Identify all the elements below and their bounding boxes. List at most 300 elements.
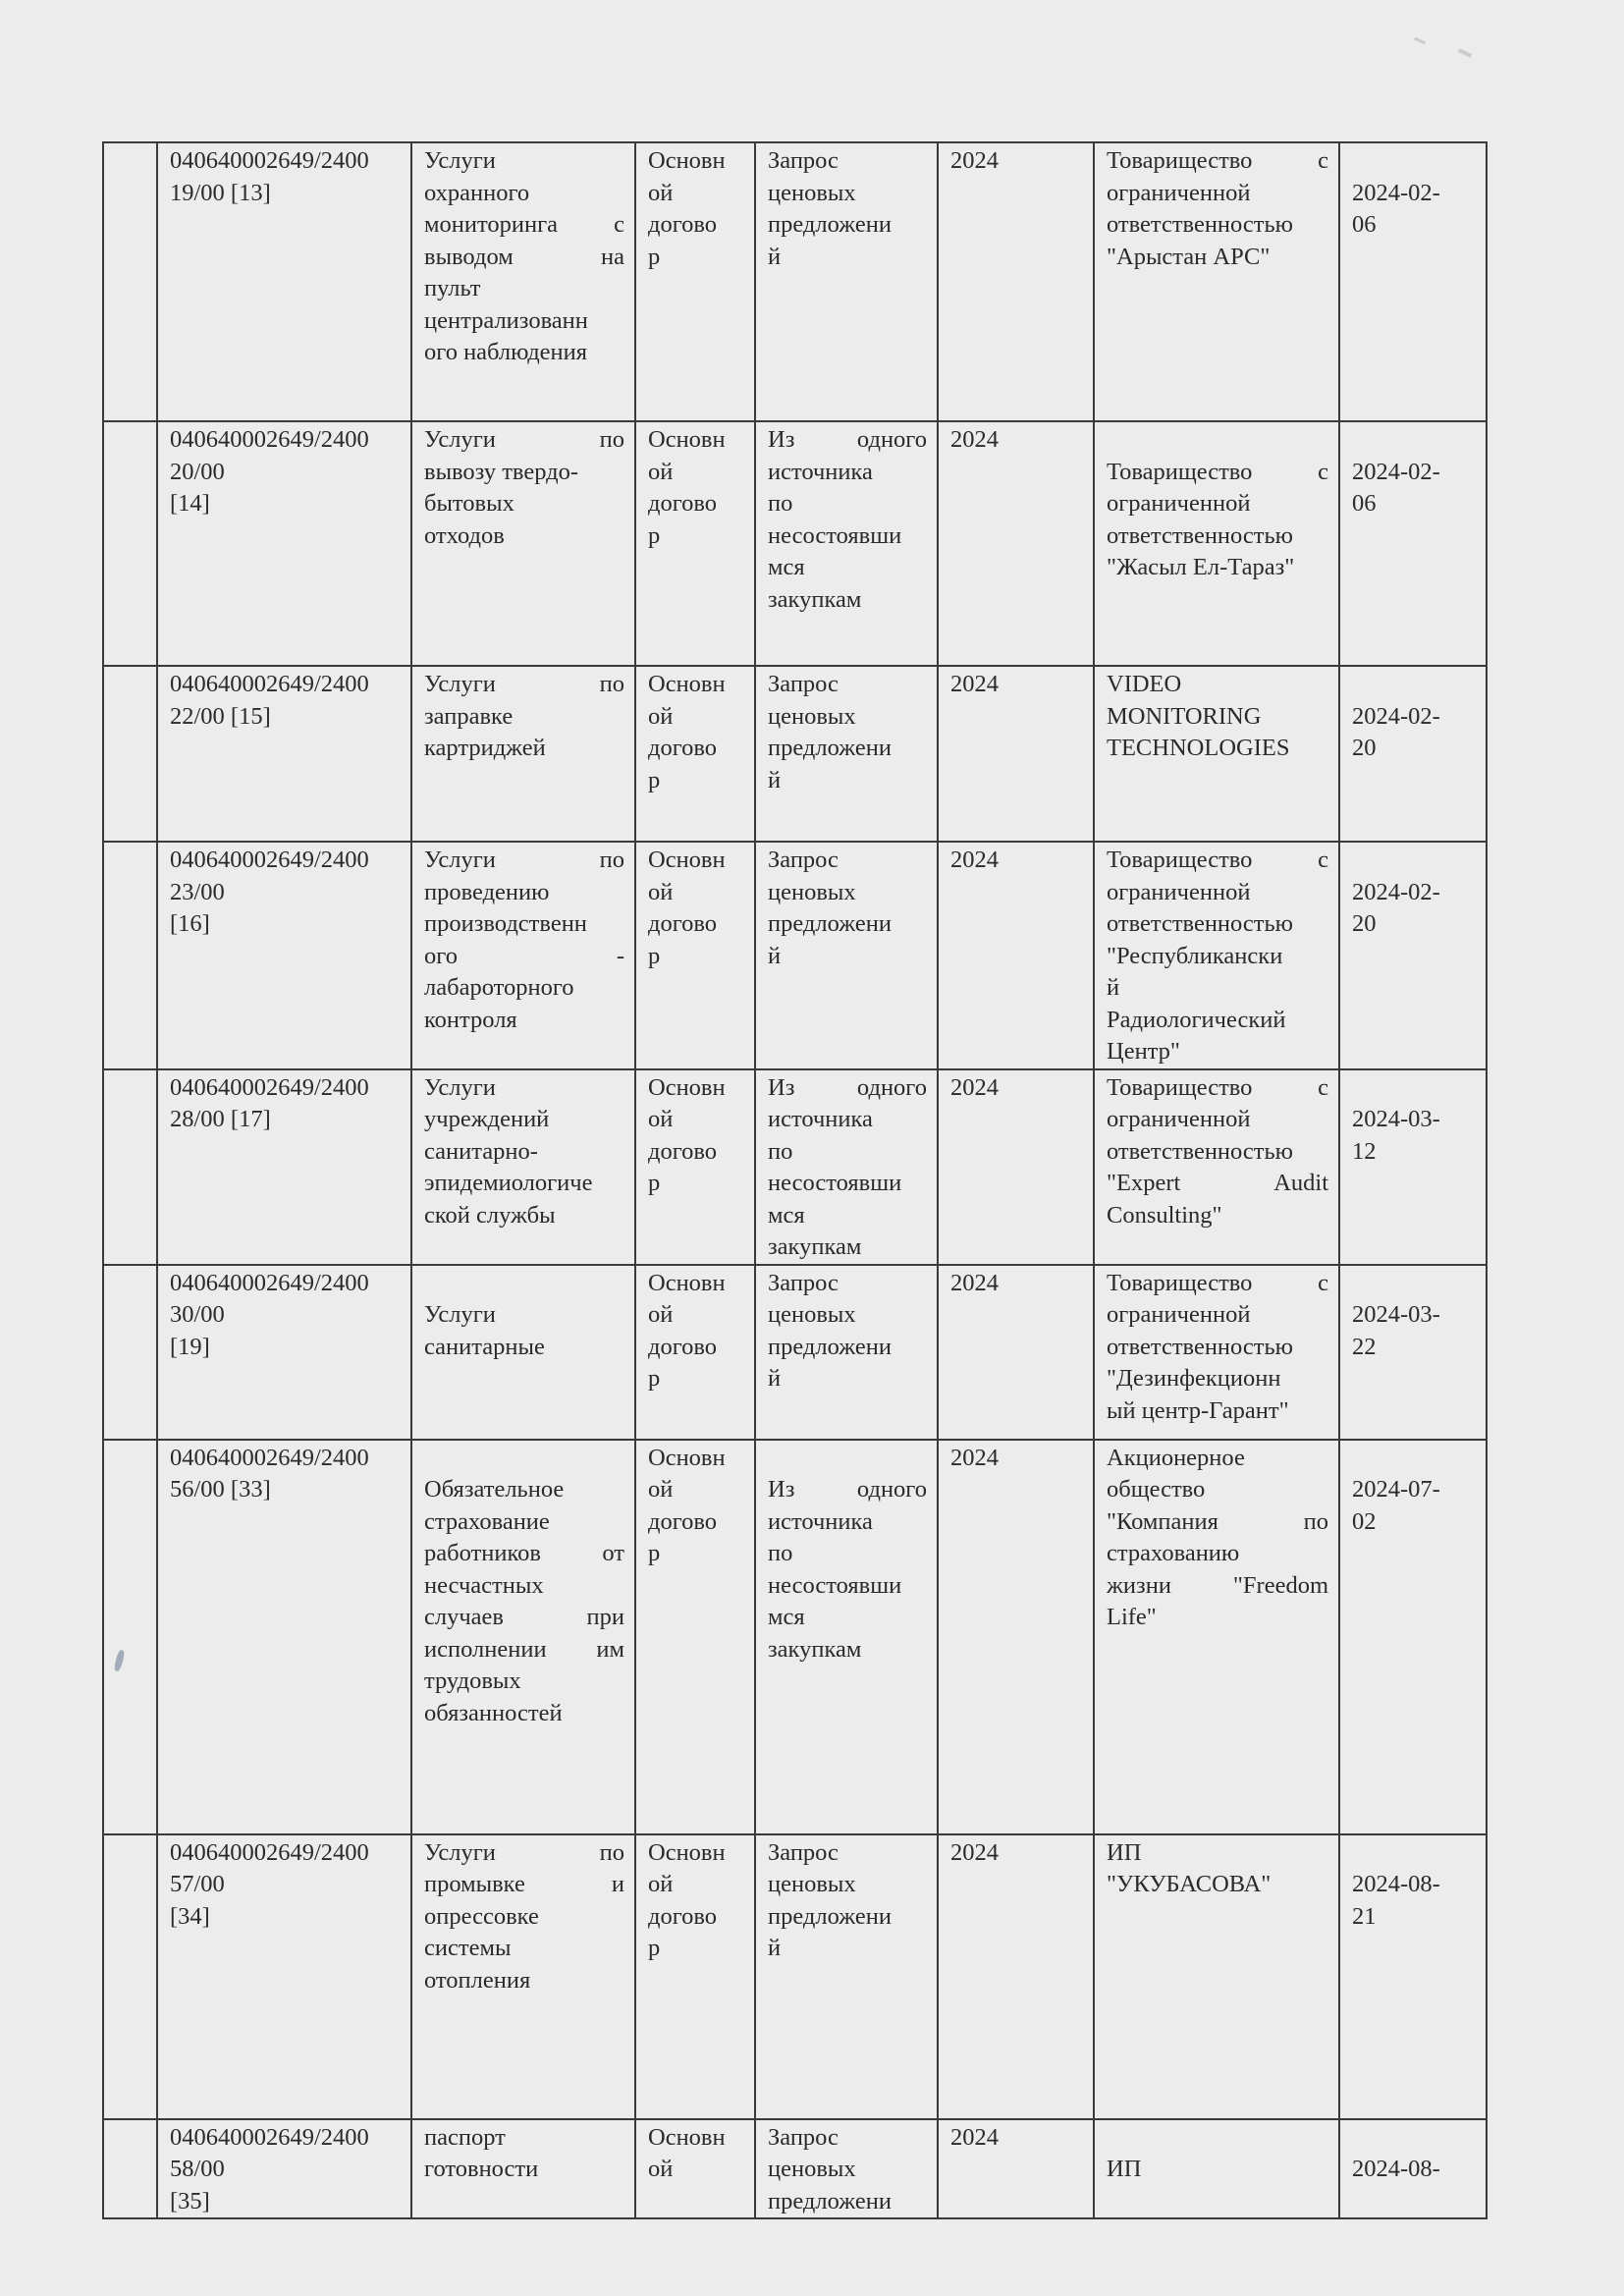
cell-text: 2024 xyxy=(950,1838,999,1866)
cell-text-line: Обязательное xyxy=(424,1476,565,1503)
cell-text-line: р xyxy=(648,1170,661,1196)
cell-text-line: мся xyxy=(768,1604,805,1630)
cell-text-line: жизни "Freedom xyxy=(1107,1571,1328,1599)
contract-date-cell xyxy=(1339,666,1487,842)
cell-text-line: р xyxy=(648,942,661,969)
cell-text-line: догово xyxy=(648,1507,718,1535)
supplier-cell xyxy=(1094,842,1339,1069)
contract-id-cell xyxy=(157,421,411,666)
contract-date-cell xyxy=(1339,1069,1487,1265)
cell-text-line: й xyxy=(768,942,782,969)
row-number-cell xyxy=(103,1440,157,1834)
cell-text-line: 20/00 xyxy=(170,458,225,485)
cell-text-line: 040640002649/2400 xyxy=(170,847,369,873)
cell-text-line: 58/00 xyxy=(170,2156,225,2182)
contract-type-cell xyxy=(635,842,755,1069)
cell-text-line: Товарищество с xyxy=(1107,1073,1328,1101)
cell-text-line: мся xyxy=(768,1201,805,1229)
cell-text-line: Из одного xyxy=(768,1073,927,1101)
cell-text-line: 22/00 [15] xyxy=(170,702,271,730)
cell-text-line: ограниченной xyxy=(1107,490,1251,517)
blank-line xyxy=(1352,2122,1476,2155)
cell-text-line: Life" xyxy=(1107,1604,1157,1630)
table-row xyxy=(103,842,1487,1069)
contract-date-cell xyxy=(1339,421,1487,666)
cell-text-line: ограниченной xyxy=(1107,878,1251,905)
cell-text-line: 2024-08- xyxy=(1352,1871,1440,1897)
contract-type-cell xyxy=(635,1834,755,2119)
cell-text-line: Запрос xyxy=(768,2123,839,2151)
cell-text-line: [35] xyxy=(170,2187,210,2214)
cell-text-line: 12 xyxy=(1352,1137,1377,1165)
table-row xyxy=(103,421,1487,666)
cell-text-line: "УКУБАСОВА" xyxy=(1107,1871,1272,1897)
blank-line xyxy=(1352,1443,1476,1475)
cell-text-line: Запрос xyxy=(768,1269,839,1296)
cell-text-line: Запрос xyxy=(768,847,839,873)
cell-text-line: предложени xyxy=(768,1902,892,1930)
contract-type-cell xyxy=(635,2119,755,2219)
contract-date-cell xyxy=(1339,842,1487,1069)
cell-text-line: "Республикански xyxy=(1107,942,1283,969)
cell-text-line: закупкам xyxy=(768,1233,862,1260)
cell-text-line: Consulting" xyxy=(1107,1201,1222,1229)
cell-text-line: 23/00 xyxy=(170,878,225,905)
cell-text-line: догово xyxy=(648,490,718,517)
cell-text-line: 040640002649/2400 xyxy=(170,671,369,697)
procurement-method-cell xyxy=(755,1265,938,1440)
blank-line xyxy=(768,1443,927,1475)
procurement-method-cell xyxy=(755,421,938,666)
cell-text: 2024 xyxy=(950,426,999,453)
cell-text-line: ой xyxy=(648,1301,674,1328)
cell-text-line: ого наблюдения xyxy=(424,339,588,365)
cell-text-line: Основн xyxy=(648,1838,726,1866)
blank-line xyxy=(1352,669,1476,701)
cell-text-line: эпидемиологиче xyxy=(424,1170,593,1196)
blank-line xyxy=(1107,424,1328,457)
cell-text-line: 19/00 [13] xyxy=(170,179,271,206)
cell-text-line: й xyxy=(768,243,782,270)
subject-cell xyxy=(411,1265,635,1440)
contract-date-cell xyxy=(1339,1440,1487,1834)
cell-text-line: по xyxy=(768,490,793,517)
cell-text-line: Из одного xyxy=(768,426,927,453)
scan-speck xyxy=(1458,48,1472,58)
procurement-method-cell xyxy=(755,1440,938,1834)
table-row xyxy=(103,1265,1487,1440)
contract-id-cell xyxy=(157,1265,411,1440)
scan-speck xyxy=(1414,37,1426,45)
table-row xyxy=(103,1440,1487,1834)
subject-cell xyxy=(411,142,635,421)
table-row xyxy=(103,142,1487,421)
cell-text-line: предложени xyxy=(768,1333,892,1360)
cell-text-line: промывке и xyxy=(424,1871,624,1897)
cell-text: 2024 xyxy=(950,847,999,873)
procurement-method-cell xyxy=(755,666,938,842)
cell-text-line: ого - xyxy=(424,942,624,969)
cell-text-line: 040640002649/2400 xyxy=(170,1838,369,1866)
row-number-cell xyxy=(103,2119,157,2219)
cell-text-line: ценовых xyxy=(768,179,856,206)
supplier-cell xyxy=(1094,666,1339,842)
contract-type-cell xyxy=(635,142,755,421)
cell-text-line: р xyxy=(648,521,661,549)
cell-text-line: по xyxy=(768,1137,793,1165)
cell-text-line: вывозу твердо- xyxy=(424,458,579,485)
cell-text-line: 28/00 [17] xyxy=(170,1106,271,1132)
procurement-method-cell xyxy=(755,1069,938,1265)
cell-text-line: ценовых xyxy=(768,878,856,905)
year-cell xyxy=(938,1834,1094,2119)
year-cell xyxy=(938,666,1094,842)
cell-text-line: 040640002649/2400 xyxy=(170,147,369,174)
subject-cell xyxy=(411,1834,635,2119)
procurement-method-cell xyxy=(755,142,938,421)
cell-text-line: "Expert Audit xyxy=(1107,1170,1328,1196)
cell-text-line: р xyxy=(648,1365,661,1392)
cell-text-line: ой xyxy=(648,702,674,730)
year-cell xyxy=(938,142,1094,421)
cell-text-line: догово xyxy=(648,1137,718,1165)
supplier-cell xyxy=(1094,1265,1339,1440)
cell-text-line: общество xyxy=(1107,1476,1206,1503)
cell-text-line: [16] xyxy=(170,910,210,937)
year-cell xyxy=(938,421,1094,666)
supplier-cell xyxy=(1094,421,1339,666)
cell-text-line: догово xyxy=(648,735,718,761)
cell-text-line: обязанностей xyxy=(424,1699,563,1726)
cell-text-line: ой xyxy=(648,1476,674,1503)
cell-text-line: пульт xyxy=(424,275,481,301)
cell-text: 2024 xyxy=(950,1269,999,1296)
cell-text-line: 2024-02- xyxy=(1352,179,1440,206)
cell-text-line: опрессовке xyxy=(424,1902,539,1930)
cell-text-line: Из одного xyxy=(768,1476,927,1503)
subject-cell xyxy=(411,1440,635,1834)
cell-text: 2024 xyxy=(950,1444,999,1471)
cell-text-line: 2024-02- xyxy=(1352,458,1440,485)
cell-text-line: й xyxy=(1107,974,1120,1001)
subject-cell xyxy=(411,1069,635,1265)
cell-text-line: исполнении им xyxy=(424,1635,624,1663)
cell-text-line: ый центр-Гарант" xyxy=(1107,1396,1289,1424)
cell-text-line: й xyxy=(768,1365,782,1392)
cell-text-line: Запрос xyxy=(768,147,839,174)
cell-text-line: несчастных xyxy=(424,1571,544,1599)
contract-id-cell xyxy=(157,1440,411,1834)
cell-text-line: ответственностью xyxy=(1107,211,1293,238)
cell-text-line: Запрос xyxy=(768,671,839,697)
procurement-method-cell xyxy=(755,1834,938,2119)
cell-text-line: ограниченной xyxy=(1107,179,1251,206)
cell-text-line: 2024-02- xyxy=(1352,702,1440,730)
contract-type-cell xyxy=(635,421,755,666)
cell-text-line: паспорт xyxy=(424,2123,506,2151)
contract-type-cell xyxy=(635,1069,755,1265)
cell-text-line: Услуги xyxy=(424,147,496,174)
cell-text-line: выводом на xyxy=(424,243,624,270)
cell-text-line: Услуги по xyxy=(424,1838,624,1866)
cell-text-line: Услуги xyxy=(424,1301,496,1328)
cell-text-line: догово xyxy=(648,211,718,238)
cell-text-line: Основн xyxy=(648,1073,726,1101)
cell-text-line: догово xyxy=(648,1902,718,1930)
blank-line xyxy=(1352,1837,1476,1870)
cell-text: 2024 xyxy=(950,147,999,174)
cell-text-line: готовности xyxy=(424,2156,539,2182)
procurement-method-cell xyxy=(755,2119,938,2219)
cell-text-line: догово xyxy=(648,1333,718,1360)
cell-text-line: Радиологический xyxy=(1107,1006,1286,1033)
cell-text-line: "Арыстан АРС" xyxy=(1107,243,1271,270)
cell-text-line: Акционерное xyxy=(1107,1444,1245,1471)
cell-text-line: страхованию xyxy=(1107,1540,1240,1566)
contract-type-cell xyxy=(635,1265,755,1440)
row-number-cell xyxy=(103,842,157,1069)
cell-text-line: ценовых xyxy=(768,2156,856,2182)
cell-text-line: 06 xyxy=(1352,211,1377,238)
cell-text-line: Услуги xyxy=(424,1073,496,1101)
cell-text-line: 040640002649/2400 xyxy=(170,1269,369,1296)
cell-text-line: предложени xyxy=(768,910,892,937)
row-number-cell xyxy=(103,1834,157,2119)
cell-text-line: р xyxy=(648,243,661,270)
cell-text-line: [14] xyxy=(170,490,210,517)
subject-cell xyxy=(411,666,635,842)
cell-text-line: ой xyxy=(648,458,674,485)
cell-text-line: источника xyxy=(768,1106,873,1132)
cell-text-line: 2024-03- xyxy=(1352,1106,1440,1132)
cell-text-line: предложени xyxy=(768,735,892,761)
subject-cell xyxy=(411,421,635,666)
cell-text-line: Услуги по xyxy=(424,426,624,453)
cell-text-line: источника xyxy=(768,458,873,485)
cell-text-line: несостоявши xyxy=(768,521,902,549)
cell-text-line: проведению xyxy=(424,878,550,905)
cell-text-line: VIDEO xyxy=(1107,671,1182,697)
cell-text-line: 22 xyxy=(1352,1333,1377,1360)
blank-line xyxy=(1352,145,1476,178)
cell-text-line: несостоявши xyxy=(768,1170,902,1196)
cell-text-line: Услуги по xyxy=(424,847,624,873)
supplier-cell xyxy=(1094,142,1339,421)
cell-text-line: санитарно- xyxy=(424,1137,538,1165)
cell-text-line: мониторинга с xyxy=(424,211,624,238)
cell-text: 2024 xyxy=(950,2123,999,2151)
cell-text-line: охранного xyxy=(424,179,530,206)
cell-text-line: Товарищество с xyxy=(1107,1269,1328,1296)
cell-text-line: 2024-02- xyxy=(1352,878,1440,905)
contract-id-cell xyxy=(157,842,411,1069)
blank-line xyxy=(1352,1072,1476,1105)
cell-text-line: ИП xyxy=(1107,1838,1142,1866)
cell-text-line: Основн xyxy=(648,2123,726,2151)
blank-line xyxy=(424,1443,624,1475)
cell-text-line: Основн xyxy=(648,1444,726,1471)
cell-text-line: "Компания по xyxy=(1107,1507,1328,1535)
cell-text-line: предложени xyxy=(768,2187,892,2214)
blank-line xyxy=(1352,424,1476,457)
cell-text-line: 2024-08- xyxy=(1352,2156,1440,2182)
cell-text-line: учреждений xyxy=(424,1106,550,1132)
cell-text-line: 21 xyxy=(1352,1902,1377,1930)
contract-type-cell xyxy=(635,1440,755,1834)
cell-text-line: ской службы xyxy=(424,1201,556,1229)
cell-text-line: 06 xyxy=(1352,490,1377,517)
cell-text-line: 56/00 [33] xyxy=(170,1476,271,1503)
supplier-cell xyxy=(1094,1069,1339,1265)
cell-text-line: "Жасыл Ел-Тараз" xyxy=(1107,554,1295,580)
supplier-cell xyxy=(1094,2119,1339,2219)
cell-text-line: по xyxy=(768,1540,793,1566)
year-cell xyxy=(938,1440,1094,1834)
cell-text-line: Основн xyxy=(648,426,726,453)
supplier-cell xyxy=(1094,1834,1339,2119)
cell-text-line: Запрос xyxy=(768,1838,839,1866)
cell-text-line: [19] xyxy=(170,1333,210,1360)
contract-id-cell xyxy=(157,1834,411,2119)
contracts-table xyxy=(102,141,1488,2219)
cell-text-line: ой xyxy=(648,179,674,206)
cell-text-line: 30/00 xyxy=(170,1301,225,1328)
cell-text-line: 040640002649/2400 xyxy=(170,2123,369,2151)
cell-text: 2024 xyxy=(950,1073,999,1101)
blank-line xyxy=(1352,1268,1476,1300)
row-number-cell xyxy=(103,421,157,666)
cell-text-line: ценовых xyxy=(768,1301,856,1328)
cell-text-line: 20 xyxy=(1352,910,1377,937)
row-number-cell xyxy=(103,666,157,842)
contract-date-cell xyxy=(1339,1834,1487,2119)
cell-text-line: заправке xyxy=(424,702,514,730)
cell-text-line: ценовых xyxy=(768,702,856,730)
cell-text-line: Основн xyxy=(648,147,726,174)
cell-text-line: системы xyxy=(424,1935,512,1961)
blank-line xyxy=(1107,2122,1328,2155)
cell-text-line: ответственностью xyxy=(1107,1137,1293,1165)
cell-text-line: работников от xyxy=(424,1540,624,1566)
cell-text-line: ой xyxy=(648,1871,674,1897)
cell-text-line: 040640002649/2400 xyxy=(170,1444,369,1471)
cell-text-line: TECHNOLOGIES xyxy=(1107,735,1290,761)
cell-text-line: й xyxy=(768,1935,782,1961)
cell-text-line: ценовых xyxy=(768,1871,856,1897)
contract-type-cell xyxy=(635,666,755,842)
cell-text-line: Услуги по xyxy=(424,671,624,697)
contract-id-cell xyxy=(157,1069,411,1265)
cell-text-line: Основн xyxy=(648,671,726,697)
row-number-cell xyxy=(103,1069,157,1265)
contract-date-cell xyxy=(1339,1265,1487,1440)
cell-text-line: "Дезинфекционн xyxy=(1107,1365,1281,1392)
cell-text-line: 2024-07- xyxy=(1352,1476,1440,1503)
cell-text-line: Основн xyxy=(648,1269,726,1296)
contract-date-cell xyxy=(1339,142,1487,421)
cell-text-line: отходов xyxy=(424,521,505,549)
cell-text-line: Товарищество с xyxy=(1107,147,1328,174)
cell-text-line: лабароторного xyxy=(424,974,574,1001)
year-cell xyxy=(938,1069,1094,1265)
cell-text-line: ограниченной xyxy=(1107,1301,1251,1328)
cell-text-line: р xyxy=(648,1935,661,1961)
cell-text-line: централизованн xyxy=(424,306,588,334)
cell-text-line: санитарные xyxy=(424,1333,545,1360)
cell-text-line: 57/00 xyxy=(170,1871,225,1897)
year-cell xyxy=(938,2119,1094,2219)
blank-line xyxy=(424,1268,624,1300)
cell-text-line: производственн xyxy=(424,910,587,937)
cell-text-line: случаев при xyxy=(424,1604,624,1630)
cell-text-line: закупкам xyxy=(768,585,862,613)
cell-text-line: закупкам xyxy=(768,1635,862,1663)
cell-text-line: бытовых xyxy=(424,490,514,517)
cell-text-line: ой xyxy=(648,1106,674,1132)
subject-cell xyxy=(411,2119,635,2219)
table-body xyxy=(103,142,1487,2218)
cell-text-line: р xyxy=(648,766,661,793)
table-row xyxy=(103,1834,1487,2119)
cell-text-line: ответственностью xyxy=(1107,910,1293,937)
cell-text-line: ИП xyxy=(1107,2156,1142,2182)
cell-text-line: источника xyxy=(768,1507,873,1535)
procurement-method-cell xyxy=(755,842,938,1069)
cell-text-line: отопления xyxy=(424,1966,531,1994)
cell-text-line: 040640002649/2400 xyxy=(170,426,369,453)
cell-text-line: контроля xyxy=(424,1006,517,1033)
cell-text-line: ответственностью xyxy=(1107,1333,1293,1360)
row-number-cell xyxy=(103,1265,157,1440)
table-row xyxy=(103,2119,1487,2219)
table-row xyxy=(103,666,1487,842)
supplier-cell xyxy=(1094,1440,1339,1834)
cell-text-line: страхование xyxy=(424,1507,550,1535)
contract-id-cell xyxy=(157,2119,411,2219)
cell-text-line: 040640002649/2400 xyxy=(170,1073,369,1101)
cell-text-line: предложени xyxy=(768,211,892,238)
cell-text-line: несостоявши xyxy=(768,1571,902,1599)
cell-text-line: 02 xyxy=(1352,1507,1377,1535)
year-cell xyxy=(938,1265,1094,1440)
contract-id-cell xyxy=(157,142,411,421)
cell-text: 2024 xyxy=(950,671,999,697)
cell-text-line: Товарищество с xyxy=(1107,458,1328,485)
year-cell xyxy=(938,842,1094,1069)
cell-text-line: трудовых xyxy=(424,1667,521,1694)
contract-id-cell xyxy=(157,666,411,842)
contract-date-cell xyxy=(1339,2119,1487,2219)
cell-text-line: ой xyxy=(648,878,674,905)
cell-text-line: Товарищество с xyxy=(1107,847,1328,873)
table-row xyxy=(103,1069,1487,1265)
cell-text-line: догово xyxy=(648,910,718,937)
cell-text-line: ой xyxy=(648,2156,674,2182)
cell-text-line: й xyxy=(768,766,782,793)
cell-text-line: 20 xyxy=(1352,735,1377,761)
row-number-cell xyxy=(103,142,157,421)
cell-text-line: картриджей xyxy=(424,735,546,761)
cell-text-line: мся xyxy=(768,554,805,580)
cell-text-line: 2024-03- xyxy=(1352,1301,1440,1328)
blank-line xyxy=(1352,845,1476,877)
cell-text-line: ответственностью xyxy=(1107,521,1293,549)
cell-text-line: Основн xyxy=(648,847,726,873)
cell-text-line: [34] xyxy=(170,1902,210,1930)
cell-text-line: Центр" xyxy=(1107,1038,1180,1065)
subject-cell xyxy=(411,842,635,1069)
cell-text-line: MONITORING xyxy=(1107,702,1262,730)
